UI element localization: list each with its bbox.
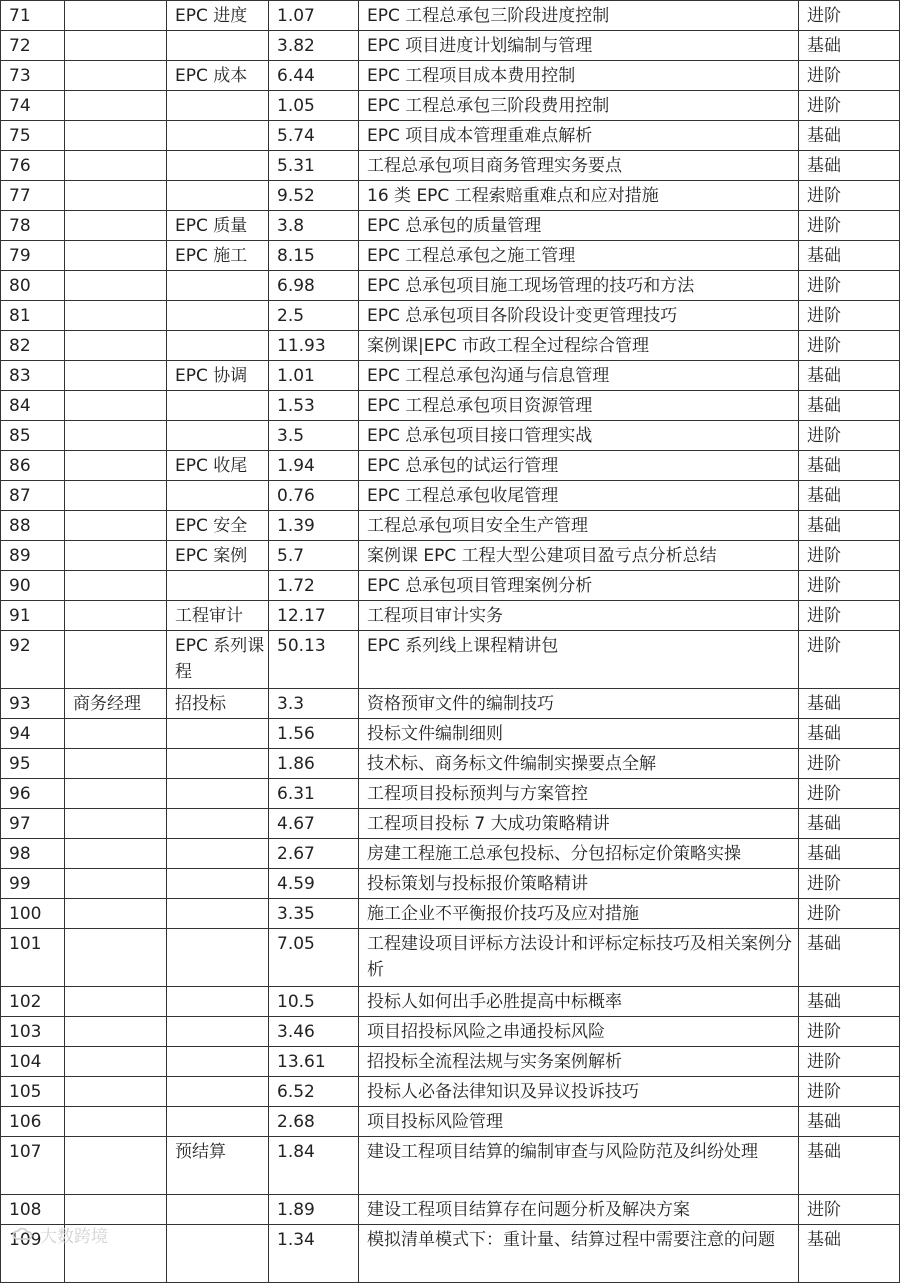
hours-cell: 1.86 [269,749,359,779]
row-number: 88 [1,511,65,541]
course-title: EPC 工程总承包之施工管理 [359,241,799,271]
row-number: 89 [1,541,65,571]
role-cell [65,929,167,987]
hours-cell: 1.72 [269,571,359,601]
row-number: 100 [1,899,65,929]
hours-cell: 4.67 [269,809,359,839]
course-title: 16 类 EPC 工程索赔重难点和应对措施 [359,181,799,211]
table-row [1,899,900,929]
table-row [1,1077,900,1107]
role-cell [65,631,167,689]
course-title: EPC 工程总承包三阶段费用控制 [359,91,799,121]
role-cell [65,1077,167,1107]
row-number: 81 [1,301,65,331]
level-cell: 基础 [799,929,900,987]
row-number: 107 [1,1137,65,1195]
role-cell: 商务经理 [65,689,167,719]
category-cell [167,869,269,899]
category-cell [167,301,269,331]
level-cell: 进阶 [799,631,900,689]
level-cell: 进阶 [799,1195,900,1225]
course-title: 建设工程项目结算存在问题分析及解决方案 [359,1195,799,1225]
hours-cell: 1.53 [269,391,359,421]
course-title: EPC 工程项目成本费用控制 [359,61,799,91]
course-title: 投标策划与投标报价策略精讲 [359,869,799,899]
category-cell: 招投标 [167,689,269,719]
hours-cell: 1.05 [269,91,359,121]
course-title: 投标人如何出手必胜提高中标概率 [359,987,799,1017]
category-cell [167,1017,269,1047]
role-cell [65,511,167,541]
table-row [1,1195,900,1225]
row-number: 109 [1,1225,65,1283]
row-number: 87 [1,481,65,511]
row-number: 85 [1,421,65,451]
category-cell: 预结算 [167,1137,269,1195]
table-row [1,809,900,839]
hours-cell: 6.52 [269,1077,359,1107]
level-cell: 基础 [799,809,900,839]
hours-cell: 1.34 [269,1225,359,1283]
category-cell: 工程审计 [167,601,269,631]
hours-cell: 3.3 [269,689,359,719]
category-cell [167,1077,269,1107]
role-cell [65,987,167,1017]
hours-cell: 4.59 [269,869,359,899]
row-number: 106 [1,1107,65,1137]
row-number: 105 [1,1077,65,1107]
table-row [1,451,900,481]
hours-cell: 1.89 [269,1195,359,1225]
level-cell: 进阶 [799,571,900,601]
table-row [1,121,900,151]
category-cell [167,91,269,121]
course-title: 项目投标风险管理 [359,1107,799,1137]
course-title: 技术标、商务标文件编制实操要点全解 [359,749,799,779]
hours-cell: 12.17 [269,601,359,631]
level-cell: 基础 [799,481,900,511]
category-cell [167,809,269,839]
level-cell: 基础 [799,391,900,421]
role-cell [65,1137,167,1195]
course-title: EPC 总承包项目各阶段设计变更管理技巧 [359,301,799,331]
hours-cell: 2.5 [269,301,359,331]
role-cell [65,899,167,929]
level-cell: 基础 [799,151,900,181]
category-cell: EPC 收尾 [167,451,269,481]
hours-cell: 3.35 [269,899,359,929]
category-cell [167,121,269,151]
role-cell [65,451,167,481]
row-number: 91 [1,601,65,631]
course-title: EPC 工程总承包收尾管理 [359,481,799,511]
role-cell [65,301,167,331]
role-cell [65,181,167,211]
level-cell: 基础 [799,451,900,481]
hours-cell: 8.15 [269,241,359,271]
level-cell: 进阶 [799,541,900,571]
hours-cell: 0.76 [269,481,359,511]
level-cell: 基础 [799,121,900,151]
course-title: 工程项目投标 7 大成功策略精讲 [359,809,799,839]
role-cell [65,481,167,511]
table-row [1,241,900,271]
hours-cell: 3.5 [269,421,359,451]
table-row [1,1107,900,1137]
table-row [1,91,900,121]
level-cell: 进阶 [799,601,900,631]
row-number: 90 [1,571,65,601]
course-title: 案例课 EPC 工程大型公建项目盈亏点分析总结 [359,541,799,571]
role-cell [65,1195,167,1225]
table-row [1,511,900,541]
role-cell [65,211,167,241]
row-number: 101 [1,929,65,987]
level-cell: 进阶 [799,331,900,361]
level-cell: 进阶 [799,61,900,91]
table-row [1,541,900,571]
table-row [1,1017,900,1047]
course-title: EPC 项目进度计划编制与管理 [359,31,799,61]
category-cell [167,899,269,929]
hours-cell: 5.7 [269,541,359,571]
row-number: 79 [1,241,65,271]
table-row [1,571,900,601]
row-number: 74 [1,91,65,121]
role-cell [65,1047,167,1077]
level-cell: 基础 [799,361,900,391]
role-cell [65,1107,167,1137]
table-row [1,631,900,689]
row-number: 83 [1,361,65,391]
level-cell: 基础 [799,1225,900,1283]
table-row [1,987,900,1017]
course-title: EPC 总承包项目管理案例分析 [359,571,799,601]
row-number: 72 [1,31,65,61]
category-cell: EPC 安全 [167,511,269,541]
level-cell: 基础 [799,987,900,1017]
table-row [1,61,900,91]
level-cell: 基础 [799,511,900,541]
course-title: 项目招投标风险之串通投标风险 [359,1017,799,1047]
category-cell: EPC 进度 [167,1,269,31]
row-number: 99 [1,869,65,899]
row-number: 76 [1,151,65,181]
level-cell: 进阶 [799,181,900,211]
course-title: EPC 总承包的质量管理 [359,211,799,241]
hours-cell: 1.01 [269,361,359,391]
role-cell [65,361,167,391]
course-title: 招投标全流程法规与实务案例解析 [359,1047,799,1077]
level-cell: 基础 [799,241,900,271]
table-row [1,601,900,631]
hours-cell: 1.39 [269,511,359,541]
role-cell [65,839,167,869]
level-cell: 进阶 [799,211,900,241]
course-title: 工程总承包项目安全生产管理 [359,511,799,541]
row-number: 86 [1,451,65,481]
row-number: 93 [1,689,65,719]
level-cell: 进阶 [799,899,900,929]
course-title: 投标文件编制细则 [359,719,799,749]
course-title: 工程项目投标预判与方案管控 [359,779,799,809]
table-row [1,1047,900,1077]
level-cell: 进阶 [799,1,900,31]
category-cell [167,839,269,869]
role-cell [65,1017,167,1047]
course-title: 工程总承包项目商务管理实务要点 [359,151,799,181]
table-row [1,181,900,211]
category-cell [167,987,269,1017]
row-number: 103 [1,1017,65,1047]
hours-cell: 2.67 [269,839,359,869]
role-cell [65,601,167,631]
table-row [1,271,900,301]
category-cell: EPC 协调 [167,361,269,391]
course-table-body [1,1,900,1283]
hours-cell: 6.44 [269,61,359,91]
hours-cell: 9.52 [269,181,359,211]
level-cell: 基础 [799,719,900,749]
table-row [1,211,900,241]
role-cell [65,779,167,809]
row-number: 73 [1,61,65,91]
table-row [1,421,900,451]
course-title: 模拟清单模式下：重计量、结算过程中需要注意的问题 [359,1225,799,1283]
table-row [1,301,900,331]
category-cell [167,481,269,511]
hours-cell: 5.31 [269,151,359,181]
level-cell: 进阶 [799,271,900,301]
course-title: EPC 工程总承包项目资源管理 [359,391,799,421]
hours-cell: 3.46 [269,1017,359,1047]
course-title: EPC 总承包项目接口管理实战 [359,421,799,451]
course-title: 工程项目审计实务 [359,601,799,631]
course-title: EPC 总承包项目施工现场管理的技巧和方法 [359,271,799,301]
category-cell [167,391,269,421]
role-cell [65,869,167,899]
table-row [1,869,900,899]
level-cell: 进阶 [799,1017,900,1047]
level-cell: 进阶 [799,869,900,899]
hours-cell: 11.93 [269,331,359,361]
level-cell: 进阶 [799,91,900,121]
role-cell [65,719,167,749]
category-cell [167,151,269,181]
table-row [1,749,900,779]
course-title: EPC 工程总承包三阶段进度控制 [359,1,799,31]
watermark-text: 大数跨境 [40,1227,108,1247]
hours-cell: 6.31 [269,779,359,809]
level-cell: 基础 [799,1137,900,1195]
table-row [1,151,900,181]
role-cell [65,541,167,571]
course-title: EPC 系列线上课程精讲包 [359,631,799,689]
table-row [1,779,900,809]
table-row [1,391,900,421]
hours-cell: 1.56 [269,719,359,749]
row-number: 80 [1,271,65,301]
course-title: 投标人必备法律知识及异议投诉技巧 [359,1077,799,1107]
watermark [12,1222,108,1247]
category-cell [167,271,269,301]
role-cell [65,31,167,61]
role-cell [65,421,167,451]
role-cell [65,1,167,31]
hours-cell: 50.13 [269,631,359,689]
level-cell: 基础 [799,689,900,719]
course-title: EPC 总承包的试运行管理 [359,451,799,481]
category-cell [167,1107,269,1137]
cloud-logo-icon [12,1224,34,1246]
course-title: 工程建设项目评标方法设计和评标定标技巧及相关案例分析 [359,929,799,987]
hours-cell: 1.07 [269,1,359,31]
row-number: 97 [1,809,65,839]
course-title: 案例课|EPC 市政工程全过程综合管理 [359,331,799,361]
table-row [1,1137,900,1195]
level-cell: 进阶 [799,779,900,809]
role-cell [65,61,167,91]
table-row [1,689,900,719]
row-number: 78 [1,211,65,241]
table-row [1,929,900,987]
category-cell [167,719,269,749]
category-cell: EPC 施工 [167,241,269,271]
role-cell [65,121,167,151]
row-number: 75 [1,121,65,151]
hours-cell: 10.5 [269,987,359,1017]
row-number: 82 [1,331,65,361]
hours-cell: 3.82 [269,31,359,61]
row-number: 94 [1,719,65,749]
role-cell [65,331,167,361]
table-row [1,839,900,869]
hours-cell: 7.05 [269,929,359,987]
table-row [1,1225,900,1283]
level-cell: 进阶 [799,1047,900,1077]
role-cell [65,749,167,779]
row-number: 84 [1,391,65,421]
course-title: EPC 工程总承包沟通与信息管理 [359,361,799,391]
role-cell [65,391,167,421]
row-number: 104 [1,1047,65,1077]
category-cell [167,1225,269,1283]
level-cell: 进阶 [799,1077,900,1107]
row-number: 102 [1,987,65,1017]
role-cell [65,571,167,601]
role-cell [65,271,167,301]
category-cell: EPC 成本 [167,61,269,91]
level-cell: 进阶 [799,421,900,451]
level-cell: 进阶 [799,301,900,331]
category-cell: EPC 系列课程 [167,631,269,689]
row-number: 95 [1,749,65,779]
row-number: 92 [1,631,65,689]
category-cell [167,1195,269,1225]
table-row [1,361,900,391]
category-cell [167,31,269,61]
category-cell: EPC 质量 [167,211,269,241]
course-title: 建设工程项目结算的编制审查与风险防范及纠纷处理 [359,1137,799,1195]
hours-cell: 3.8 [269,211,359,241]
hours-cell: 13.61 [269,1047,359,1077]
hours-cell: 5.74 [269,121,359,151]
table-row [1,719,900,749]
hours-cell: 2.68 [269,1107,359,1137]
category-cell [167,929,269,987]
row-number: 71 [1,1,65,31]
row-number: 98 [1,839,65,869]
category-cell [167,331,269,361]
table-row [1,481,900,511]
course-title: 资格预审文件的编制技巧 [359,689,799,719]
role-cell [65,809,167,839]
row-number: 96 [1,779,65,809]
table-row [1,31,900,61]
row-number: 77 [1,181,65,211]
level-cell: 基础 [799,31,900,61]
level-cell: 进阶 [799,749,900,779]
table-row [1,331,900,361]
course-title: 房建工程施工总承包投标、分包招标定价策略实操 [359,839,799,869]
role-cell [65,91,167,121]
table-row [1,1,900,31]
level-cell: 基础 [799,839,900,869]
role-cell [65,241,167,271]
hours-cell: 1.84 [269,1137,359,1195]
category-cell [167,181,269,211]
level-cell: 基础 [799,1107,900,1137]
category-cell [167,571,269,601]
hours-cell: 6.98 [269,271,359,301]
hours-cell: 1.94 [269,451,359,481]
course-title: EPC 项目成本管理重难点解析 [359,121,799,151]
category-cell [167,779,269,809]
category-cell [167,421,269,451]
role-cell [65,151,167,181]
row-number: 108 [1,1195,65,1225]
course-title: 施工企业不平衡报价技巧及应对措施 [359,899,799,929]
category-cell [167,749,269,779]
category-cell [167,1047,269,1077]
category-cell: EPC 案例 [167,541,269,571]
